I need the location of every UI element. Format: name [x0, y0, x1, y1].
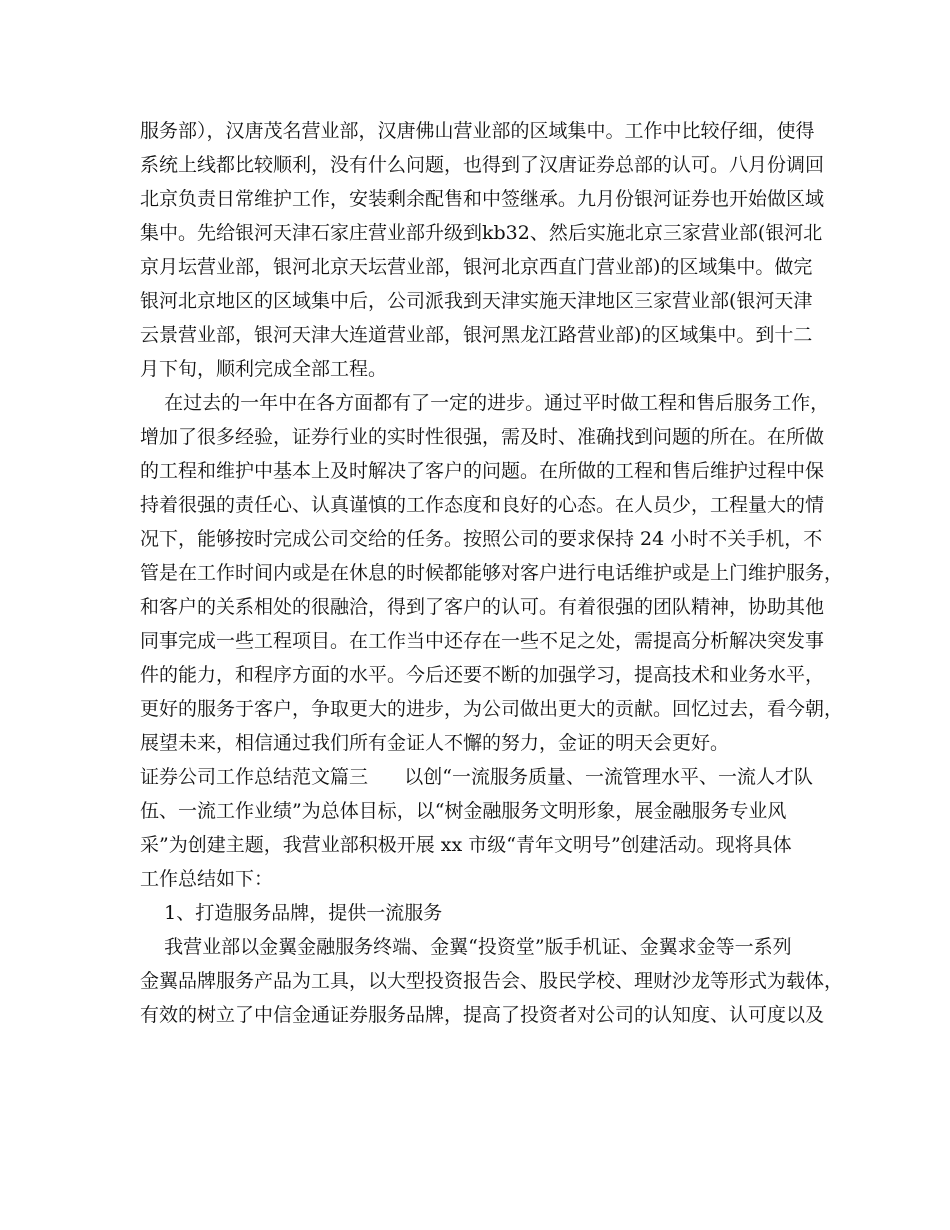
- text-line: 件的能力，和程序方面的水平。今后还要不断的加强学习，提高技术和业务水平，: [140, 664, 825, 686]
- section-heading-line: 证券公司工作总结范文篇三 以创“一流服务质量、一流管理水平、一流人才队: [140, 766, 813, 788]
- text-line: 服务部），汉唐茂名营业部，汉唐佛山营业部的区域集中。工作中比较仔细，使得: [140, 120, 815, 142]
- text-line: 我营业部以金翼金融服务终端、金翼“投资堂”版手机证、金翼求金等一系列: [140, 936, 792, 958]
- text-line: 集中。先给银河天津石家庄营业部升级到kb32、然后实施北京三家营业部(银河北: [140, 222, 823, 244]
- text-line: 伍、一流工作业绩”为总体目标，以“树金融服务文明形象，展金融服务专业风: [140, 800, 787, 822]
- text-line: 的工程和维护中基本上及时解决了客户的问题。在所做的工程和售后维护过程中保: [140, 460, 825, 482]
- text-line: 同事完成一些工程项目。在工作当中还存在一些不足之处，需提高分析解决突发事: [140, 630, 825, 652]
- text-line: 持着很强的责任心、认真谨慎的工作态度和良好的心态。在人员少，工程量大的情: [140, 494, 825, 516]
- text-line: 在过去的一年中在各方面都有了一定的进步。通过平时做工程和售后服务工作，: [140, 392, 830, 414]
- text-line: 金翼品牌服务产品为工具，以大型投资报告会、股民学校、理财沙龙等形式为载体，: [140, 970, 844, 992]
- text-line: 和客户的关系相处的很融洽，得到了客户的认可。有着很强的团队精神，协助其他: [140, 596, 825, 618]
- text-line: 京月坛营业部，银河北京天坛营业部，银河北京西直门营业部)的区域集中。做完: [140, 256, 813, 278]
- text-line: 管是在工作时间内或是在休息的时候都能够对客户进行电话维护或是上门维护服务，: [140, 562, 844, 584]
- text-line: 北京负责日常维护工作，安装剩余配售和中签继承。九月份银河证券也开始做区域: [140, 188, 825, 210]
- text-line: 况下，能够按时完成公司交给的任务。按照公司的要求保持 24 小时不关手机，不: [140, 528, 823, 550]
- text-line: 更好的服务于客户，争取更大的进步，为公司做出更大的贡献。回忆过去，看今朝，: [140, 698, 844, 720]
- text-line: 工作总结如下：: [140, 868, 274, 890]
- numbered-item-line: 1、打造服务品牌，提供一流服务: [140, 902, 443, 924]
- text-line: 展望未来，相信通过我们所有金证人不懈的努力，金证的明天会更好。: [140, 732, 730, 754]
- text-line: 增加了很多经验，证券行业的实时性很强，需及时、准确找到问题的所在。在所做: [140, 426, 825, 448]
- text-line: 月下旬，顺利完成全部工程。: [140, 358, 388, 380]
- text-line: 云景营业部，银河天津大连道营业部，银河黑龙江路营业部)的区域集中。到十二: [140, 324, 813, 346]
- text-line: 有效的树立了中信金通证券服务品牌，提高了投资者对公司的认知度、认可度以及: [140, 1004, 825, 1026]
- text-line: 系统上线都比较顺利，没有什么问题，也得到了汉唐证券总部的认可。八月份调回: [140, 154, 825, 176]
- text-line: 采”为创建主题，我营业部积极开展 xx 市级“青年文明号”创建活动。现将具体: [140, 834, 792, 856]
- text-line: 银河北京地区的区域集中后，公司派我到天津实施天津地区三家营业部(银河天津: [140, 290, 813, 312]
